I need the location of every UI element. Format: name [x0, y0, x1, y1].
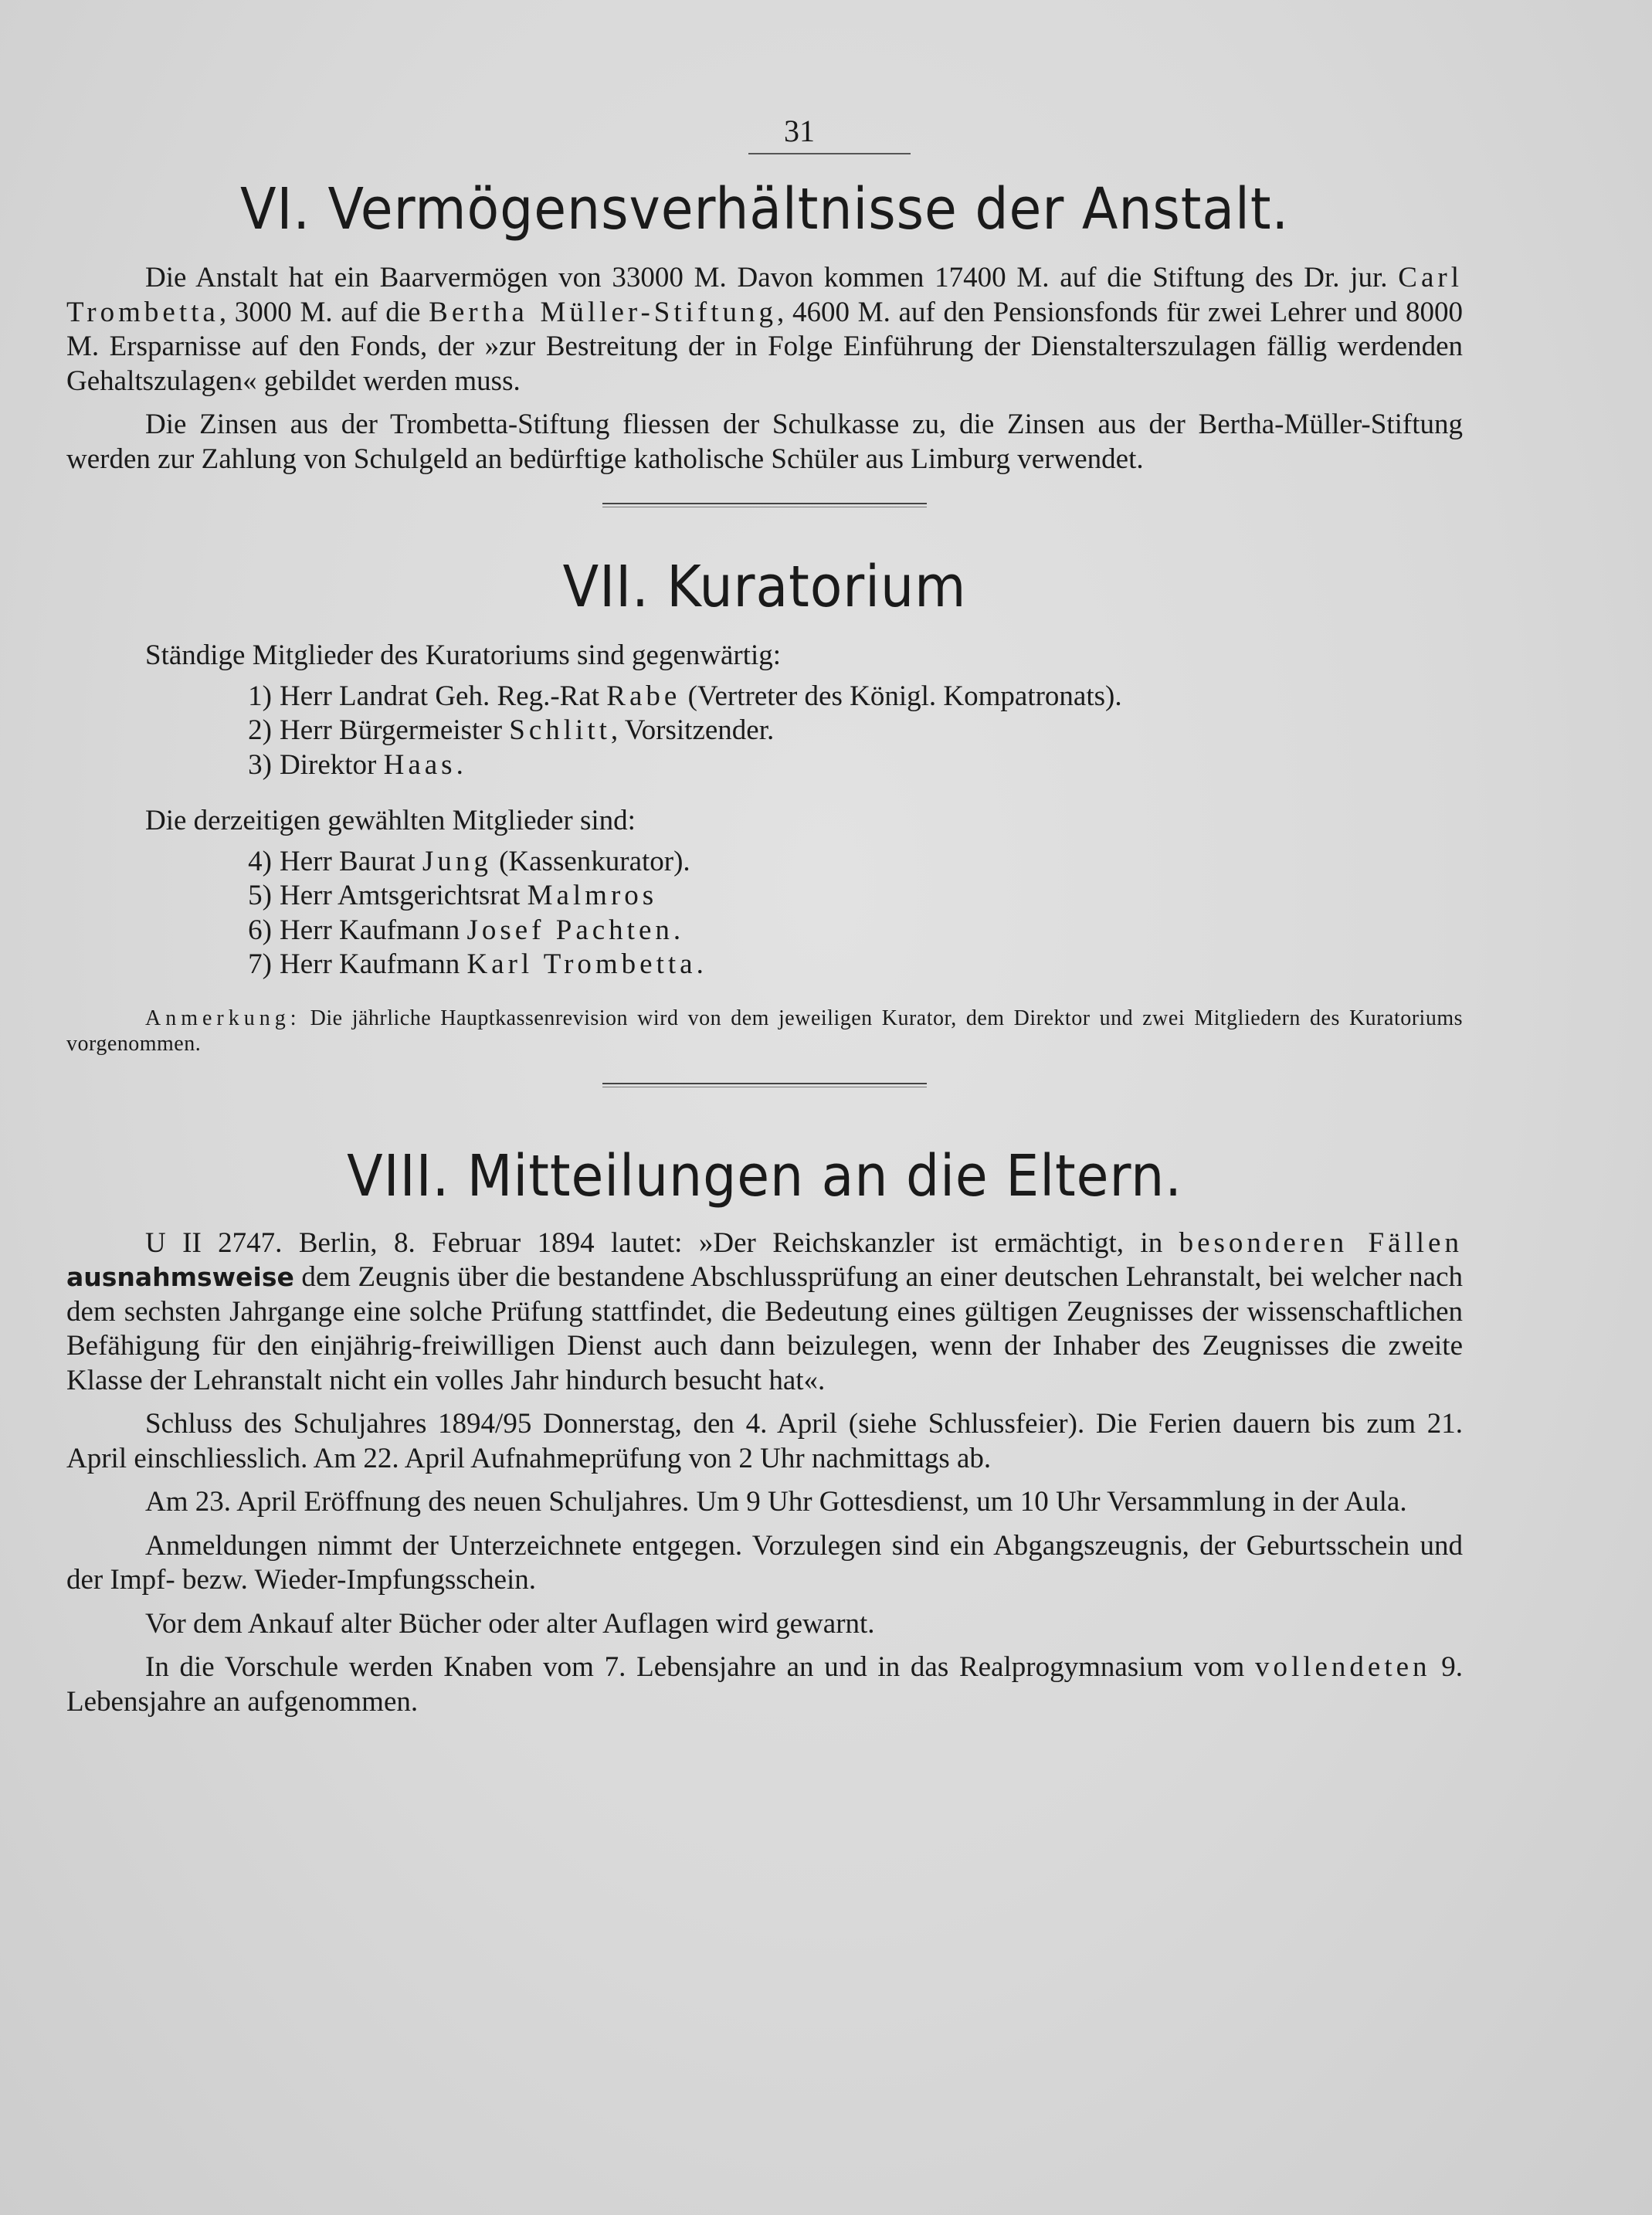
section-vii-heading: VII. Kuratorium — [562, 554, 967, 620]
item-text: (Kassenkurator). — [491, 845, 690, 877]
item-text: Direktor — [280, 748, 384, 781]
elected-members-list — [66, 845, 1463, 982]
item-text: . — [673, 914, 681, 946]
spaced-text: vollendeten — [1254, 1651, 1431, 1683]
permanent-members-list — [66, 680, 1463, 783]
item-text: , Vorsitzender. — [610, 714, 775, 746]
section-vi-paragraph-1 — [66, 261, 1463, 399]
list-item — [227, 845, 1463, 880]
item-text: Herr Bürgermeister — [280, 714, 510, 746]
text-run: , 4600 M. auf den Pensionsfonds für zwei Lehrer und 8000 M. Ersparnisse auf den Fonds, der »zur Bestreitung der in Folge Einführung der Dienstalterszulagen fällig werdenden Gehaltszulagen« gebildet werden muss. — [66, 296, 1463, 397]
item-number: 4) — [248, 845, 272, 877]
page-content — [66, 116, 1463, 1719]
item-number: 2) — [248, 714, 272, 746]
text-run: , 3000 M. auf die — [219, 296, 429, 328]
section-divider — [602, 503, 927, 507]
item-text: (Vertreter des Königl. Kompatronats). — [680, 680, 1122, 712]
list-item — [227, 748, 1463, 783]
item-text: Herr Baurat — [280, 845, 422, 877]
section-vi-paragraph-2: Die Zinsen aus der Trombetta-Stiftung fliessen der Schulkasse zu, die Zinsen aus der Bertha-Müller-Stiftung werden zur Zahlung von Schulgeld an bedürftige katholische Schüler aus Limburg verwendet. — [66, 409, 1463, 475]
item-number: 1) — [248, 680, 272, 712]
list-item — [227, 714, 1463, 748]
text-run: Die Anstalt hat ein Baarvermögen von 33000 M. Davon kommen 17400 M. auf die Stiftung des Dr. jur. — [145, 262, 1399, 293]
item-text: . — [456, 748, 463, 781]
section-vi-heading: VI. Vermögensverhältnisse der Anstalt. — [239, 176, 1290, 243]
member-name: Malmros — [527, 880, 658, 911]
text-run: U II 2747. Berlin, 8. Februar 1894 lautet: »Der Reichskanzler ist ermächtigt, in — [145, 1226, 1179, 1259]
text-run: dem Zeugnis über die bestandene Abschlussprüfung an einer deutschen Lehranstalt, bei welcher nach dem sechsten Jahrgange eine solche Prüfung stattfindet, die Bedeutung eines gültigen Zeugnisses der wissenschaftlichen Befähigung für den einjährig-freiwilligen Dienst auch dann beizulegen, wenn der Inhaber des Zeugnisses die zweite Klasse der Lehranstalt nicht ein volles Jahr hindurch besucht hat«. — [66, 1261, 1463, 1396]
text-run: 9. Lebensjahre an aufgenommen. — [66, 1651, 1464, 1718]
item-number: 7) — [248, 948, 272, 980]
member-name: Rabe — [606, 680, 681, 712]
section-viii-heading: VIII. Mitteilungen an die Eltern. — [347, 1142, 1182, 1209]
member-name: Haas — [383, 748, 456, 781]
member-name: Jung — [422, 845, 492, 877]
text-run: In die Vorschule werden Knaben vom 7. Lebensjahre an und in das Realprogymnasium vom — [145, 1651, 1255, 1683]
member-name: Josef Pachten — [466, 914, 673, 946]
section-viii-paragraph-4: Anmeldungen nimmt der Unterzeichnete entgegen. Vorzulegen sind ein Abgangszeugnis, der Geburtsschein und der Impf- bezw. Wieder-Impfungsschein. — [66, 1529, 1463, 1596]
item-text: Herr Landrat Geh. Reg.-Rat — [280, 680, 607, 712]
section-viii-paragraph-2: Schluss des Schuljahres 1894/95 Donnerstag, den 4. April (siehe Schlussfeier). Die Ferien dauern bis zum 21. April einschliesslich. Am 22. April Aufnahmeprüfung von 2 Uhr nachmittags ab. — [66, 1408, 1463, 1474]
item-number: 3) — [248, 748, 272, 781]
note-label: Anmerkung: — [145, 1006, 301, 1030]
spaced-name: Carl Trombetta — [66, 262, 1463, 328]
member-name: Karl Trombetta — [466, 948, 697, 980]
emphasized-word: ausnahmsweise — [66, 1262, 294, 1292]
item-text: Herr Amtsgerichtsrat — [280, 880, 527, 911]
member-name: Schlitt — [509, 714, 611, 746]
section-viii-paragraph-6 — [66, 1650, 1463, 1719]
spaced-text: besonderen Fällen — [1179, 1226, 1463, 1259]
section-viii-paragraph-3: Am 23. April Eröffnung des neuen Schuljahres. Um 9 Uhr Gottesdienst, um 10 Uhr Versammlung in der Aula. — [145, 1486, 1407, 1518]
item-number: 6) — [248, 914, 272, 946]
elected-members-intro: Die derzeitigen gewählten Mitglieder sind: — [145, 805, 636, 836]
section-viii-paragraph-5: Vor dem Ankauf alter Bücher oder alter Auflagen wird gewarnt. — [145, 1607, 875, 1640]
note-text: Die jährliche Hauptkassenrevision wird von dem jeweiligen Kurator, dem Direktor und zwei Mitgliedern des Kuratoriums vorgenommen. — [66, 1006, 1463, 1056]
permanent-members-intro: Ständige Mitglieder des Kuratoriums sind gegenwärtig: — [145, 639, 782, 671]
spaced-name: Bertha Müller-Stiftung — [429, 296, 778, 328]
list-item — [227, 680, 1463, 714]
list-item — [227, 914, 1463, 948]
section-viii-paragraph-1 — [66, 1226, 1463, 1399]
item-number: 5) — [248, 880, 272, 911]
list-item — [227, 948, 1463, 982]
kuratorium-note — [66, 1006, 1463, 1057]
item-text: Herr Kaufmann — [280, 948, 467, 980]
page-number: 31 — [784, 114, 815, 148]
item-text: Herr Kaufmann — [280, 914, 467, 946]
list-item — [227, 879, 1463, 914]
item-text: . — [696, 948, 704, 980]
page-number-rule — [748, 153, 911, 154]
section-divider — [602, 1083, 927, 1087]
